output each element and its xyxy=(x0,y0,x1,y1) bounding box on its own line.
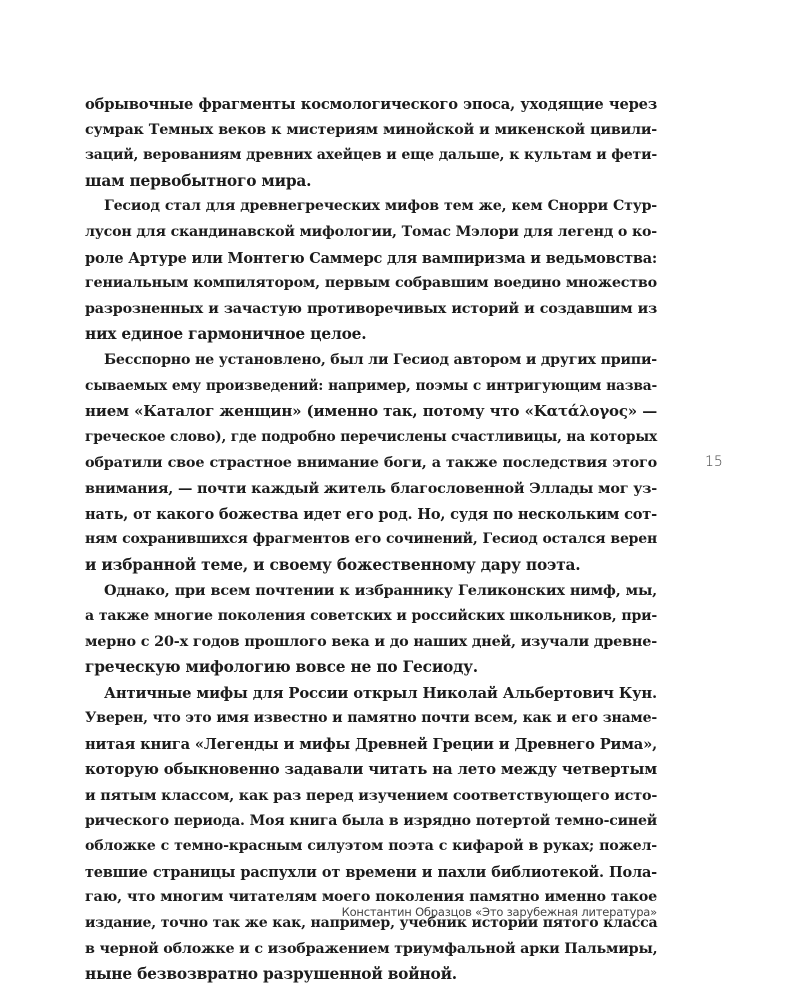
text-line: тевшие страницы распухли от времени и пахли библиотекой. Пола- xyxy=(85,863,657,881)
text-line: нием «Каталог женщин» (именно так, потому что «Κατάλογος» — xyxy=(85,402,657,421)
text-line: ням сохранившихся фрагментов его сочинений, Гесиод остался верен xyxy=(85,531,657,548)
text-line: греческое слово), где подробно перечислены счастливицы, на которых xyxy=(85,428,657,445)
text-line: Гесиод стал для древнегреческих мифов тем же, кем Снорри Стур- xyxy=(104,198,657,215)
text-line: заций, верованиям древних ахейцев и еще дальше, к культам и фети- xyxy=(85,147,657,164)
text-line: греческую мифологию вовсе не по Гесиоду. xyxy=(85,658,478,677)
text-line: а также многие поколения советских и российских школьников, при- xyxy=(85,607,657,624)
text-line: Бесспорно не установлено, был ли Гесиод автором и других припи- xyxy=(104,351,657,368)
text-line: лусон для скандинавской мифологии, Томас Мэлори для легенд о ко- xyxy=(85,223,657,240)
text-line: Однако, при всем почтении к избраннику Геликонских нимф, мы, xyxy=(104,582,657,600)
text-line: и пятым классом, как раз перед изучением соответствующего исто- xyxy=(85,787,658,805)
text-line: мерно с 20-х годов прошлого века и до наших дней, изучали древне- xyxy=(85,633,657,651)
text-line: роле Артуре или Монтегю Саммерс для вампиризма и ведьмовства: xyxy=(85,249,658,267)
text-line: Уверен, что это имя известно и памятно почти всем, как и его знаме- xyxy=(85,710,657,727)
page-number: 15 xyxy=(705,454,723,470)
text-line: ныне безвозвратно разрушенной войной. xyxy=(85,965,457,984)
text-line: обратили свое страстное внимание боги, а также последствия этого xyxy=(85,454,657,472)
text-line: сумрак Темных веков к мистериям минойской и микенской цивили- xyxy=(85,121,657,138)
text-line: издание, точно так же как, например, учебник истории пятого класса xyxy=(85,915,658,931)
text-line: нать, от какого божества идет его род. Но, судя по нескольким сот- xyxy=(85,505,658,523)
text-line: и избранной теме, и своему божественному дару поэта. xyxy=(85,555,581,574)
text-line: шам первобытного мира. xyxy=(85,171,312,190)
text-line: рического периода. Моя книга была в изрядно потертой темно-синей xyxy=(85,812,657,829)
text-line: них единое гармоничное целое. xyxy=(85,325,367,344)
body-text xyxy=(85,92,657,988)
text-line: гаю, что многим читателям моего поколения памятно именно такое xyxy=(85,889,657,906)
text-line: сываемых ему произведений: например, поэмы с интригующим назва- xyxy=(85,377,657,394)
running-footer: Константин Образцов «Это зарубежная литература» xyxy=(341,905,657,919)
text-line: Античные мифы для России открыл Николай Альбертович Кун. xyxy=(104,684,657,702)
text-line: разрозненных и зачастую противоречивых историй и создавшим из xyxy=(85,300,657,317)
text-line: нитая книга «Легенды и мифы Древней Греции и Древнего Рима», xyxy=(85,735,657,753)
text-line: обрывочные фрагменты космологического эпоса, уходящие через xyxy=(85,96,657,113)
text-line: гениальным компилятором, первым собравшим воедино множество xyxy=(85,275,657,292)
text-line: которую обыкновенно задавали читать на лето между четвертым xyxy=(85,760,657,779)
text-line: обложке с темно-красным силуэтом поэта с кифарой в руках; пожел- xyxy=(85,838,657,855)
text-line: в черной обложке и с изображением триумфальной арки Пальмиры, xyxy=(85,940,658,957)
text-line: внимания, — почти каждый житель благословенной Эллады мог уз- xyxy=(85,479,657,497)
